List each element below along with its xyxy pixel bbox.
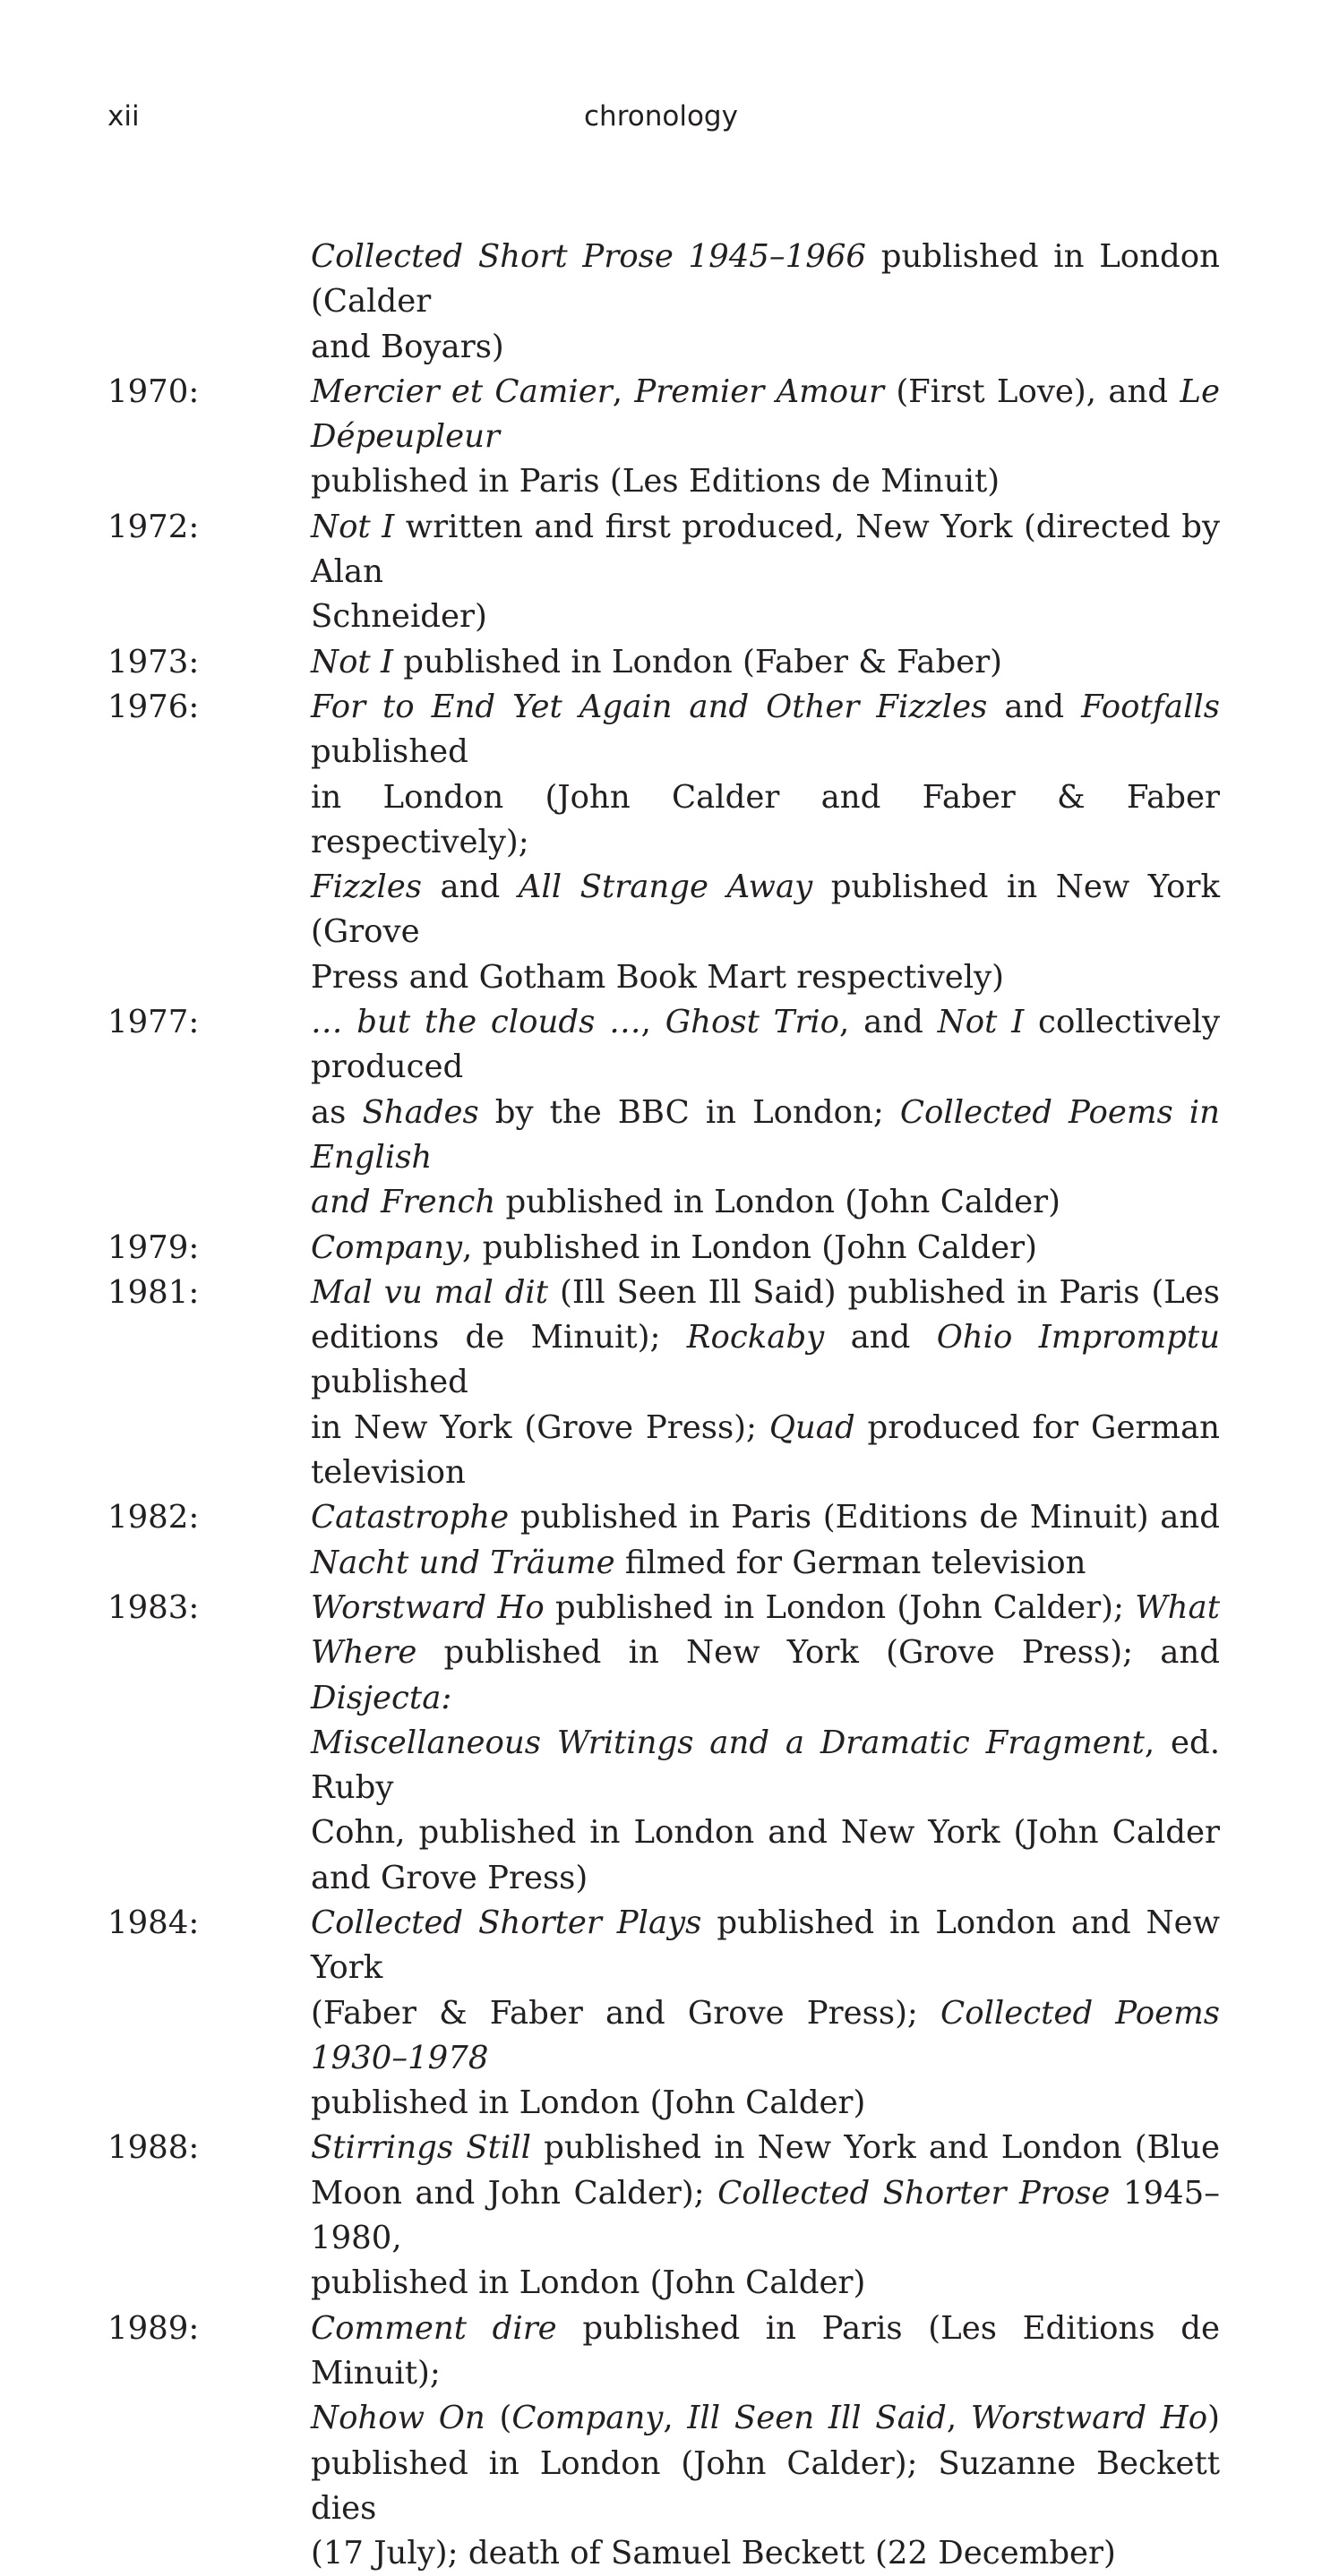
chronology-entry — [107, 640, 1220, 685]
entry-description — [311, 1586, 1220, 1901]
text-run: ) — [1207, 2400, 1220, 2437]
text-run: published in New York and London (Blue — [530, 2129, 1220, 2167]
page-number: xii — [107, 100, 140, 133]
chronology-entry — [107, 1495, 1220, 1586]
chronology-entry — [107, 1271, 1220, 1495]
text-run: , — [612, 372, 635, 410]
text-run: published — [311, 733, 468, 771]
text-run: and — [824, 1319, 937, 1356]
entry-description — [311, 2306, 1220, 2576]
text-run: , — [663, 2400, 688, 2437]
text-line — [311, 235, 1220, 325]
text-line — [311, 1856, 1220, 1901]
text-line — [311, 1541, 1220, 1586]
entry-description — [311, 505, 1220, 640]
text-run: filmed for German television — [614, 1544, 1086, 1581]
text-run: ( — [485, 2400, 512, 2437]
text-line — [311, 1991, 1220, 2082]
text-run: produced for German — [854, 1408, 1220, 1446]
entry-year: 1981: — [107, 1273, 200, 1311]
page-header — [0, 100, 1322, 136]
italic-title: Le Dépeupleur — [311, 372, 1220, 456]
italic-title: Ill Seen Ill Said — [687, 2400, 947, 2437]
text-run: (Ill Seen Ill Said) published in Paris (Les — [548, 1273, 1220, 1311]
text-run: published in London (John Calder); — [544, 1588, 1136, 1626]
text-line — [311, 1406, 1220, 1451]
italic-title: Worstward Ho — [970, 2400, 1208, 2437]
italic-title: Collected Shorter Prose — [717, 2174, 1111, 2212]
italic-title: Premier Amour — [634, 372, 885, 410]
text-line — [311, 2081, 1220, 2126]
entry-year: 1970: — [107, 372, 200, 410]
italic-title: Collected Poems in English — [311, 1093, 1220, 1176]
italic-title: Not I — [311, 643, 394, 680]
chronology-entry — [107, 505, 1220, 640]
italic-title: Not I — [937, 1004, 1025, 1041]
text-line — [311, 505, 1220, 595]
text-line — [311, 2396, 1220, 2441]
text-run: in New York (Grove Press); — [311, 1408, 769, 1446]
text-line — [311, 1901, 1220, 1991]
italic-title: and French — [311, 1184, 496, 1221]
chronology-entry — [107, 685, 1220, 1000]
entry-description — [311, 1226, 1220, 1271]
text-line — [311, 2306, 1220, 2397]
text-line — [311, 955, 1220, 1000]
entry-description — [311, 235, 1220, 370]
entry-description — [311, 370, 1220, 505]
text-run: collectively produced — [311, 1004, 1221, 1086]
text-run: television — [311, 1454, 466, 1492]
text-run: Moon and John Calder); — [311, 2174, 718, 2212]
entry-description — [311, 685, 1220, 1000]
text-line — [311, 1586, 1220, 1630]
text-run: written and first produced, New York (directed by Alan — [311, 508, 1221, 591]
text-line — [311, 775, 1220, 866]
text-line — [311, 1721, 1220, 1811]
text-line — [311, 1495, 1220, 1540]
italic-title: Nohow On — [311, 2400, 485, 2437]
italic-title: Comment dire — [311, 2309, 557, 2347]
text-run: Cohn, published in London and New York (John Calder — [311, 1814, 1220, 1852]
italic-title: Fizzles — [311, 869, 422, 906]
text-line — [311, 2126, 1220, 2170]
text-run: published in Paris (Les Editions de Minuit) — [311, 463, 1000, 501]
text-run: published in London (Faber & Faber) — [393, 643, 1003, 680]
text-line — [311, 2531, 1220, 2576]
text-line — [311, 865, 1220, 955]
text-line — [311, 685, 1220, 775]
italic-title: Collected Short Prose 1945–1966 — [311, 238, 866, 275]
entry-description — [311, 1901, 1220, 2126]
italic-title: Disjecta: — [311, 1679, 452, 1716]
text-run: editions de Minuit); — [311, 1319, 687, 1356]
entry-year: 1977: — [107, 1004, 200, 1041]
text-line — [311, 2171, 1220, 2262]
entry-description — [311, 1271, 1220, 1495]
text-run: Schneider) — [311, 598, 487, 636]
italic-title: Stirrings Still — [311, 2129, 531, 2167]
entry-year: 1988: — [107, 2129, 200, 2167]
running-head: chronology — [584, 100, 738, 133]
text-line — [311, 1226, 1220, 1271]
text-line — [311, 595, 1220, 639]
text-run: published in London (John Calder) — [311, 2264, 866, 2302]
entry-year: 1982: — [107, 1499, 200, 1536]
entry-year: 1973: — [107, 643, 200, 680]
italic-title: … but the clouds … — [311, 1004, 641, 1041]
italic-title: Catastrophe — [311, 1499, 510, 1536]
chronology-entry — [107, 2306, 1220, 2576]
text-line — [311, 2442, 1220, 2532]
italic-title: Worstward Ho — [311, 1588, 545, 1626]
text-run: (First Love), and — [884, 372, 1180, 410]
entry-description — [311, 640, 1220, 685]
text-run: published in London (John Calder); Suzanne Beckett dies — [311, 2444, 1220, 2527]
text-line — [311, 1810, 1220, 1855]
italic-title: All Strange Away — [518, 869, 813, 906]
italic-title: Footfalls — [1081, 688, 1220, 725]
text-run: published in New York (Grove Press); and — [416, 1634, 1220, 1672]
italic-title: Company — [311, 1228, 463, 1266]
entry-year: 1984: — [107, 1904, 200, 1941]
text-line — [311, 640, 1220, 685]
chronology-entry — [107, 2126, 1220, 2306]
text-run: , — [946, 2400, 971, 2437]
italic-title: Shades — [362, 1093, 479, 1131]
italic-title: Mercier et Camier — [311, 372, 613, 410]
italic-title: For to End Yet Again and Other Fizzles — [311, 688, 988, 725]
text-run: (17 July); death of Samuel Beckett (22 December) — [311, 2535, 1116, 2572]
text-run: and — [987, 688, 1082, 725]
text-run: , ed. Ruby — [311, 1724, 1220, 1807]
italic-title: Nacht und Träume — [311, 1544, 615, 1581]
chronology-entry — [107, 1586, 1220, 1901]
text-run: , — [640, 1004, 665, 1041]
chronology-list — [107, 235, 1220, 2576]
text-run: published in London (John Calder) — [311, 2084, 866, 2122]
italic-title: Ghost Trio — [665, 1004, 840, 1041]
italic-title: Rockaby — [686, 1319, 825, 1356]
text-run: published — [311, 1364, 468, 1401]
text-line — [311, 1271, 1220, 1315]
italic-title: Mal vu mal dit — [311, 1273, 549, 1311]
chronology-entry — [107, 1000, 1220, 1225]
text-run: published in London and New York — [311, 1904, 1220, 1987]
italic-title: Collected Poems 1930–1978 — [311, 1994, 1221, 2076]
text-line — [311, 325, 1220, 370]
italic-title: Collected Shorter Plays — [311, 1904, 702, 1941]
text-run: as — [311, 1093, 363, 1131]
text-run: published in Paris (Editions de Minuit) and — [509, 1499, 1220, 1536]
entry-year: 1989: — [107, 2309, 200, 2347]
italic-title: Company — [511, 2400, 664, 2437]
text-run: Press and Gotham Book Mart respectively) — [311, 958, 1005, 996]
text-run: 1945–1980, — [311, 2174, 1220, 2257]
text-line — [311, 1315, 1220, 1406]
text-line — [311, 1630, 1220, 1721]
entry-description — [311, 1495, 1220, 1586]
entry-year: 1972: — [107, 508, 200, 545]
text-line — [311, 370, 1220, 460]
text-run: and Boyars) — [311, 328, 504, 365]
text-run: published in Paris (Les Editions de Minuit); — [311, 2309, 1221, 2392]
text-run: , and — [839, 1004, 938, 1041]
text-run: by the BBC in London; — [478, 1093, 900, 1131]
italic-title: Where — [311, 1634, 417, 1672]
chronology-entry — [107, 235, 1220, 370]
text-line — [311, 1180, 1220, 1225]
text-run: published in London (Calder — [311, 238, 1220, 321]
entry-description — [311, 2126, 1220, 2306]
text-run: published in London (John Calder) — [495, 1184, 1060, 1221]
text-line — [311, 459, 1220, 504]
italic-title: Quad — [768, 1408, 855, 1446]
text-run: and Grove Press) — [311, 1859, 588, 1896]
text-run: , published in London (John Calder) — [462, 1228, 1037, 1266]
text-line — [311, 1451, 1220, 1495]
italic-title: Miscellaneous Writings and a Dramatic Fragment — [311, 1724, 1145, 1761]
entry-year: 1979: — [107, 1228, 200, 1266]
text-run: and — [421, 869, 519, 906]
chronology-entry — [107, 1901, 1220, 2126]
text-line — [311, 1091, 1220, 1181]
text-line — [311, 2261, 1220, 2306]
chronology-entry — [107, 370, 1220, 505]
chronology-entry — [107, 1226, 1220, 1271]
text-run: in London (John Calder and Faber & Faber respectively); — [311, 778, 1220, 860]
text-run: (Faber & Faber and Grove Press); — [311, 1994, 941, 2032]
entry-year: 1983: — [107, 1588, 200, 1626]
italic-title: Ohio Impromptu — [936, 1319, 1221, 1356]
italic-title: Not I — [311, 508, 395, 545]
italic-title: What — [1135, 1588, 1220, 1626]
entry-description — [311, 1000, 1220, 1225]
entry-year: 1976: — [107, 688, 200, 725]
text-line — [311, 1000, 1220, 1091]
text-run: published in New York (Grove — [311, 869, 1220, 951]
